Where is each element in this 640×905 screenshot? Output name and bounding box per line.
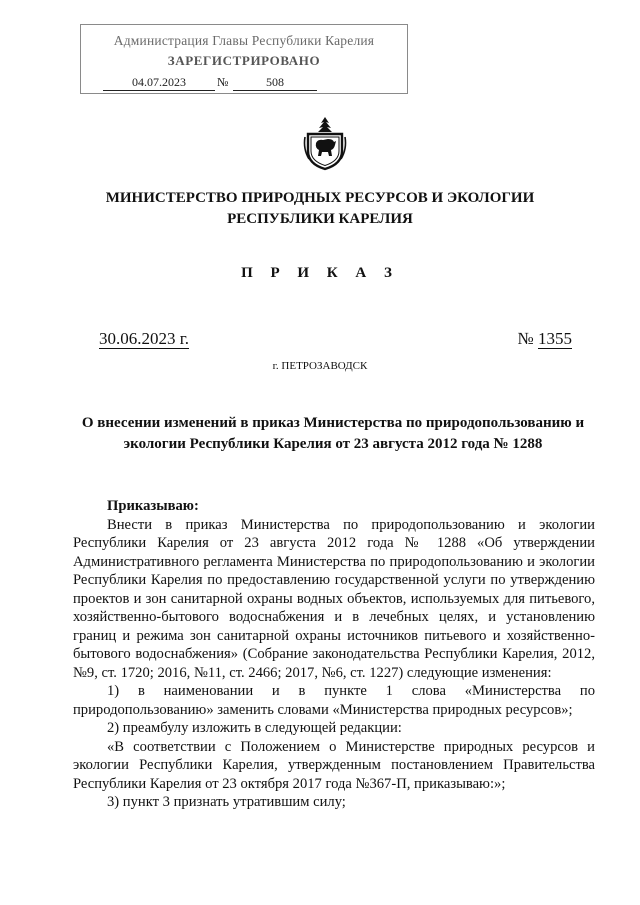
stamp-date: 04.07.2023 <box>103 75 215 91</box>
document-type: П Р И К А З <box>241 265 399 281</box>
karelia-coat-of-arms-icon <box>300 115 350 171</box>
order-subject <box>70 413 596 455</box>
order-heading: Приказываю: <box>107 498 199 514</box>
order-number <box>518 329 572 349</box>
ministry-line-2: РЕСПУБЛИКИ КАРЕЛИЯ <box>227 211 413 227</box>
stamp-organization: Администрация Главы Республики Карелия <box>113 33 375 48</box>
city: г. ПЕТРОЗАВОДСК <box>272 360 368 372</box>
registration-stamp <box>80 24 408 94</box>
subject-line-2: экологии Республики Карелия от 23 августа 2012 года № 1288 <box>123 436 543 452</box>
order-body <box>73 497 595 812</box>
body-paragraph-1: Внести в приказ Министерства по природопользованию и экологии Республики Карелия от 23 августа 2012 года № 1288 «Об утверждении Административного регламента Министерства по природопользованию и экологии Республики Карелия по предоставлению государственной услуги по утверждению проектов и зон санитарной охраны водных объектов, используемых для питьевого, хозяйственно-бытового водоснабжения и в лечебных целях, и установлению границ и режима зон санитарной охраны источников питьевого и хозяйственно-бытового водоснабжения» (Собрание законодательства Республики Карелия, 2012, №9, ст. 1720; 2016, №11, ст. 2466; 2017, №6, ст. 1227) следующие изменения: <box>73 516 595 681</box>
subject-line-1: О внесении изменений в приказ Министерства по природопользованию и <box>81 415 585 431</box>
stamp-number-sign: № <box>217 75 229 89</box>
stamp-number: 508 <box>233 75 317 91</box>
body-paragraph-2: 1) в наименовании и в пункте 1 слова «Министерства по природопользованию» заменить словами «Министерства природных ресурсов»; <box>73 683 595 718</box>
stamp-status: ЗАРЕГИСТРИРОВАНО <box>167 53 321 68</box>
order-number-value: 1355 <box>538 329 572 348</box>
order-date <box>99 329 189 349</box>
ministry-name <box>40 188 600 230</box>
body-paragraph-4: «В соответствии с Положением о Министерстве природных ресурсов и экологии Республики Карелия, утвержденным постановлением Правительства Республики Карелия от 23 октября 2017 года №367-П, приказываю:»; <box>73 738 595 792</box>
ministry-line-1: МИНИСТЕРСТВО ПРИРОДНЫХ РЕСУРСОВ И ЭКОЛОГИИ <box>105 190 535 206</box>
order-number-sign: № <box>517 329 534 348</box>
order-date-value: 30.06.2023 г. <box>99 329 190 348</box>
body-paragraph-3: 2) преамбулу изложить в следующей редакции: <box>107 720 402 736</box>
body-paragraph-5: 3) пункт 3 признать утратившим силу; <box>107 794 346 810</box>
